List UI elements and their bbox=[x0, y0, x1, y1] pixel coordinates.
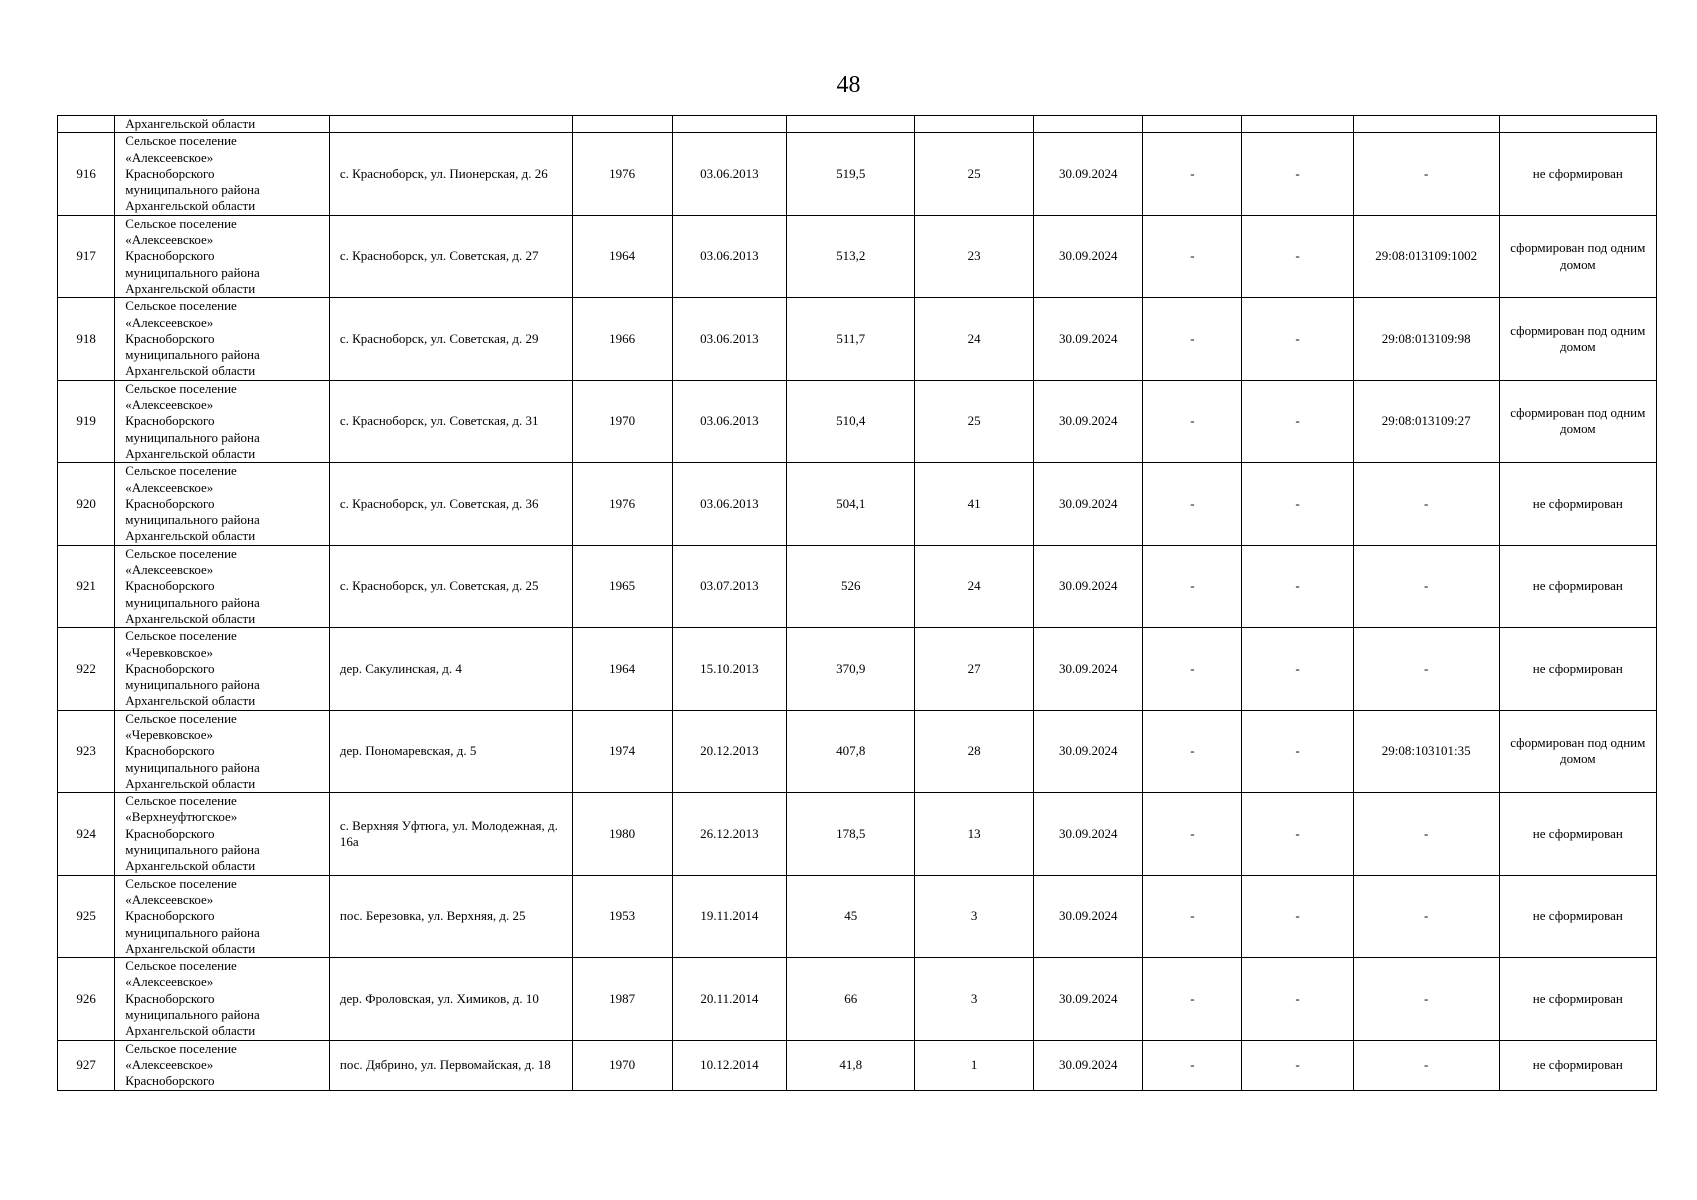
cell-cadastral: - bbox=[1353, 628, 1499, 710]
municipality-line: муниципального района bbox=[125, 1007, 260, 1023]
cell-residents bbox=[915, 116, 1034, 133]
cell-address: дер. Сакулинская, д. 4 bbox=[329, 628, 572, 710]
cell-municipality bbox=[115, 875, 330, 957]
cell-num: 921 bbox=[58, 545, 115, 627]
cell-date: 03.06.2013 bbox=[672, 463, 787, 545]
cell-c2: - bbox=[1242, 463, 1353, 545]
cell-municipality bbox=[115, 380, 330, 462]
municipality-line: «Черевковское» bbox=[125, 644, 213, 660]
cell-residents: 28 bbox=[915, 710, 1034, 792]
cell-area: 41,8 bbox=[787, 1040, 915, 1090]
table-row bbox=[58, 380, 1657, 462]
municipality-line: «Алексеевское» bbox=[125, 974, 214, 990]
cell-residents: 24 bbox=[915, 545, 1034, 627]
municipality-line: Сельское поселение bbox=[125, 628, 237, 644]
cell-status: сформирован под одним домом bbox=[1499, 380, 1656, 462]
cell-status: не сформирован bbox=[1499, 133, 1656, 215]
cell-status: сформирован под одним домом bbox=[1499, 298, 1656, 380]
cell-address bbox=[329, 116, 572, 133]
cell-status: не сформирован bbox=[1499, 628, 1656, 710]
cell-municipality bbox=[115, 958, 330, 1040]
cell-status bbox=[1499, 116, 1656, 133]
municipality-line: муниципального района bbox=[125, 759, 260, 775]
municipality-line: муниципального района bbox=[125, 264, 260, 280]
cell-deadline: 30.09.2024 bbox=[1034, 628, 1143, 710]
municipality-line: муниципального района bbox=[125, 924, 260, 940]
cell-address: пос. Березовка, ул. Верхняя, д. 25 bbox=[329, 875, 572, 957]
cell-c2: - bbox=[1242, 710, 1353, 792]
cell-residents: 1 bbox=[915, 1040, 1034, 1090]
municipality-line: Красноборского bbox=[125, 248, 215, 264]
municipality-line: «Алексеевское» bbox=[125, 479, 214, 495]
cell-area: 510,4 bbox=[787, 380, 915, 462]
cell-residents: 25 bbox=[915, 133, 1034, 215]
cell-residents: 24 bbox=[915, 298, 1034, 380]
cell-municipality: Архангельской области bbox=[115, 116, 330, 133]
cell-c2: - bbox=[1242, 875, 1353, 957]
cell-num: 917 bbox=[58, 215, 115, 297]
cell-c1 bbox=[1143, 116, 1242, 133]
cell-c1: - bbox=[1143, 463, 1242, 545]
cell-municipality bbox=[115, 545, 330, 627]
cell-municipality bbox=[115, 1040, 330, 1090]
cell-num: 927 bbox=[58, 1040, 115, 1090]
municipality-line: Красноборского bbox=[125, 743, 215, 759]
cell-area: 370,9 bbox=[787, 628, 915, 710]
cell-municipality bbox=[115, 628, 330, 710]
cell-year: 1970 bbox=[572, 1040, 672, 1090]
cell-status: не сформирован bbox=[1499, 545, 1656, 627]
cell-address: с. Красноборск, ул. Советская, д. 29 bbox=[329, 298, 572, 380]
municipality-line: Сельское поселение bbox=[125, 1040, 237, 1056]
municipality-line: «Алексеевское» bbox=[125, 1056, 214, 1072]
municipality-line: Сельское поселение bbox=[125, 545, 237, 561]
cell-c2: - bbox=[1242, 1040, 1353, 1090]
table-row bbox=[58, 710, 1657, 792]
municipality-line: муниципального района bbox=[125, 347, 260, 363]
cell-c1: - bbox=[1143, 628, 1242, 710]
page-number: 48 bbox=[836, 72, 861, 98]
cell-status: не сформирован bbox=[1499, 958, 1656, 1040]
cell-num: 926 bbox=[58, 958, 115, 1040]
municipality-line: муниципального района bbox=[125, 842, 260, 858]
cell-deadline: 30.09.2024 bbox=[1034, 1040, 1143, 1090]
municipality-line: «Алексеевское» bbox=[125, 232, 214, 248]
municipality-line: Сельское поселение bbox=[125, 463, 237, 479]
table-body bbox=[58, 116, 1657, 1091]
municipality-line: Архангельской области bbox=[125, 280, 256, 296]
cell-area: 513,2 bbox=[787, 215, 915, 297]
cell-date: 03.06.2013 bbox=[672, 133, 787, 215]
cell-cadastral: - bbox=[1353, 1040, 1499, 1090]
cell-date: 26.12.2013 bbox=[672, 793, 787, 875]
cell-deadline: 30.09.2024 bbox=[1034, 545, 1143, 627]
cell-cadastral: - bbox=[1353, 463, 1499, 545]
municipality-line: Сельское поселение bbox=[125, 875, 237, 891]
cell-c1: - bbox=[1143, 298, 1242, 380]
cell-deadline: 30.09.2024 bbox=[1034, 793, 1143, 875]
municipality-line: Сельское поселение bbox=[125, 958, 237, 974]
municipality-line: Архангельской области bbox=[125, 363, 256, 379]
cell-c1: - bbox=[1143, 1040, 1242, 1090]
cell-municipality bbox=[115, 133, 330, 215]
municipality-line: Архангельской области bbox=[125, 198, 256, 214]
cell-deadline: 30.09.2024 bbox=[1034, 298, 1143, 380]
municipality-line: муниципального района bbox=[125, 182, 260, 198]
cell-num: 922 bbox=[58, 628, 115, 710]
cell-c2: - bbox=[1242, 215, 1353, 297]
cell-address: с. Красноборск, ул. Советская, д. 27 bbox=[329, 215, 572, 297]
municipality-line: «Алексеевское» bbox=[125, 314, 214, 330]
cell-num bbox=[58, 116, 115, 133]
municipality-line: муниципального района bbox=[125, 429, 260, 445]
cell-deadline: 30.09.2024 bbox=[1034, 463, 1143, 545]
cell-num: 925 bbox=[58, 875, 115, 957]
cell-c1: - bbox=[1143, 133, 1242, 215]
cell-year bbox=[572, 116, 672, 133]
cell-cadastral: - bbox=[1353, 545, 1499, 627]
cell-c2: - bbox=[1242, 133, 1353, 215]
cell-date: 03.06.2013 bbox=[672, 380, 787, 462]
cell-cadastral: - bbox=[1353, 958, 1499, 1040]
cell-year: 1964 bbox=[572, 628, 672, 710]
table-row bbox=[58, 875, 1657, 957]
cell-area: 511,7 bbox=[787, 298, 915, 380]
cell-deadline bbox=[1034, 116, 1143, 133]
cell-year: 1974 bbox=[572, 710, 672, 792]
cell-num: 924 bbox=[58, 793, 115, 875]
cell-status: не сформирован bbox=[1499, 1040, 1656, 1090]
cell-status: сформирован под одним домом bbox=[1499, 710, 1656, 792]
cell-cadastral: - bbox=[1353, 133, 1499, 215]
table-row bbox=[58, 298, 1657, 380]
cell-year: 1965 bbox=[572, 545, 672, 627]
municipality-line: Красноборского bbox=[125, 165, 215, 181]
cell-date bbox=[672, 116, 787, 133]
municipality-line: «Алексеевское» bbox=[125, 891, 214, 907]
cell-residents: 13 bbox=[915, 793, 1034, 875]
cell-status: не сформирован bbox=[1499, 793, 1656, 875]
municipality-line: Красноборского bbox=[125, 413, 215, 429]
cell-date: 19.11.2014 bbox=[672, 875, 787, 957]
cell-c2: - bbox=[1242, 793, 1353, 875]
municipality-line: «Алексеевское» bbox=[125, 397, 214, 413]
cell-deadline: 30.09.2024 bbox=[1034, 380, 1143, 462]
municipality-line: «Алексеевское» bbox=[125, 149, 214, 165]
municipality-line: Красноборского bbox=[125, 578, 215, 594]
municipality-line: «Алексеевское» bbox=[125, 562, 214, 578]
table-row bbox=[58, 545, 1657, 627]
cell-cadastral: 29:08:013109:1002 bbox=[1353, 215, 1499, 297]
cell-address: с. Красноборск, ул. Советская, д. 25 bbox=[329, 545, 572, 627]
table-row bbox=[58, 133, 1657, 215]
municipality-line: муниципального района bbox=[125, 594, 260, 610]
continuation-row bbox=[58, 116, 1657, 133]
cell-date: 20.12.2013 bbox=[672, 710, 787, 792]
cell-num: 916 bbox=[58, 133, 115, 215]
cell-c2 bbox=[1242, 116, 1353, 133]
cell-date: 10.12.2014 bbox=[672, 1040, 787, 1090]
municipality-line: «Верхнеуфтюгское» bbox=[125, 809, 238, 825]
cell-cadastral: - bbox=[1353, 793, 1499, 875]
table-row bbox=[58, 958, 1657, 1040]
cell-cadastral bbox=[1353, 116, 1499, 133]
cell-c2: - bbox=[1242, 380, 1353, 462]
cell-residents: 23 bbox=[915, 215, 1034, 297]
cell-year: 1966 bbox=[572, 298, 672, 380]
cell-municipality bbox=[115, 710, 330, 792]
cell-cadastral: 29:08:013109:27 bbox=[1353, 380, 1499, 462]
cell-area: 45 bbox=[787, 875, 915, 957]
cell-num: 920 bbox=[58, 463, 115, 545]
cell-year: 1953 bbox=[572, 875, 672, 957]
cell-status: не сформирован bbox=[1499, 463, 1656, 545]
cell-deadline: 30.09.2024 bbox=[1034, 215, 1143, 297]
municipality-line: Красноборского bbox=[125, 495, 215, 511]
cell-cadastral: 29:08:013109:98 bbox=[1353, 298, 1499, 380]
municipality-line: Архангельской области bbox=[125, 693, 256, 709]
cell-deadline: 30.09.2024 bbox=[1034, 133, 1143, 215]
cell-address: с. Красноборск, ул. Пионерская, д. 26 bbox=[329, 133, 572, 215]
cell-residents: 3 bbox=[915, 875, 1034, 957]
cell-status: не сформирован bbox=[1499, 875, 1656, 957]
table-row bbox=[58, 1040, 1657, 1090]
cell-address: пос. Дябрино, ул. Первомайская, д. 18 bbox=[329, 1040, 572, 1090]
municipality-line: Архангельской области bbox=[125, 858, 256, 874]
municipality-line: Красноборского bbox=[125, 990, 215, 1006]
cell-residents: 3 bbox=[915, 958, 1034, 1040]
cell-residents: 27 bbox=[915, 628, 1034, 710]
cell-deadline: 30.09.2024 bbox=[1034, 710, 1143, 792]
municipality-line: Красноборского bbox=[125, 908, 215, 924]
cell-cadastral: - bbox=[1353, 875, 1499, 957]
cell-num: 919 bbox=[58, 380, 115, 462]
municipality-line: Архангельской области bbox=[125, 940, 256, 956]
cell-address: дер. Пономаревская, д. 5 bbox=[329, 710, 572, 792]
municipality-line: Архангельской области bbox=[125, 610, 256, 626]
municipality-line: Красноборского bbox=[125, 660, 215, 676]
cell-municipality bbox=[115, 215, 330, 297]
cell-year: 1964 bbox=[572, 215, 672, 297]
cell-c1: - bbox=[1143, 380, 1242, 462]
cell-address: дер. Фроловская, ул. Химиков, д. 10 bbox=[329, 958, 572, 1040]
cell-c1: - bbox=[1143, 710, 1242, 792]
cell-year: 1976 bbox=[572, 133, 672, 215]
cell-address: с. Верхняя Уфтюга, ул. Молодежная, д. 16а bbox=[329, 793, 572, 875]
cell-deadline: 30.09.2024 bbox=[1034, 958, 1143, 1040]
municipality-line: Сельское поселение bbox=[125, 298, 237, 314]
cell-address: с. Красноборск, ул. Советская, д. 36 bbox=[329, 463, 572, 545]
cell-num: 923 bbox=[58, 710, 115, 792]
cell-area: 407,8 bbox=[787, 710, 915, 792]
cell-c1: - bbox=[1143, 793, 1242, 875]
table-row bbox=[58, 628, 1657, 710]
housing-registry-table bbox=[57, 115, 1657, 1091]
cell-year: 1980 bbox=[572, 793, 672, 875]
cell-c2: - bbox=[1242, 298, 1353, 380]
cell-area: 66 bbox=[787, 958, 915, 1040]
cell-cadastral: 29:08:103101:35 bbox=[1353, 710, 1499, 792]
cell-area: 504,1 bbox=[787, 463, 915, 545]
municipality-line: Архангельской области bbox=[125, 445, 256, 461]
cell-c1: - bbox=[1143, 215, 1242, 297]
cell-residents: 25 bbox=[915, 380, 1034, 462]
cell-c1: - bbox=[1143, 958, 1242, 1040]
cell-date: 20.11.2014 bbox=[672, 958, 787, 1040]
table-row bbox=[58, 463, 1657, 545]
municipality-line: Архангельской области bbox=[125, 775, 256, 791]
table-row bbox=[58, 793, 1657, 875]
municipality-line: Красноборского bbox=[125, 330, 215, 346]
municipality-line: Красноборского bbox=[125, 1073, 215, 1089]
municipality-line: Сельское поселение bbox=[125, 793, 237, 809]
cell-residents: 41 bbox=[915, 463, 1034, 545]
municipality-line: Архангельской области bbox=[125, 1023, 256, 1039]
cell-date: 15.10.2013 bbox=[672, 628, 787, 710]
municipality-line: Сельское поселение bbox=[125, 710, 237, 726]
cell-municipality bbox=[115, 463, 330, 545]
municipality-line: Сельское поселение bbox=[125, 133, 237, 149]
cell-area: 519,5 bbox=[787, 133, 915, 215]
cell-c1: - bbox=[1143, 875, 1242, 957]
cell-address: с. Красноборск, ул. Советская, д. 31 bbox=[329, 380, 572, 462]
municipality-line: «Черевковское» bbox=[125, 726, 213, 742]
cell-c1: - bbox=[1143, 545, 1242, 627]
cell-area: 526 bbox=[787, 545, 915, 627]
cell-municipality bbox=[115, 793, 330, 875]
cell-num: 918 bbox=[58, 298, 115, 380]
cell-c2: - bbox=[1242, 958, 1353, 1040]
cell-year: 1987 bbox=[572, 958, 672, 1040]
cell-area: 178,5 bbox=[787, 793, 915, 875]
cell-municipality bbox=[115, 298, 330, 380]
municipality-line: муниципального района bbox=[125, 512, 260, 528]
table-row bbox=[58, 215, 1657, 297]
cell-year: 1976 bbox=[572, 463, 672, 545]
municipality-line: Архангельской области bbox=[125, 528, 256, 544]
municipality-line: Красноборского bbox=[125, 825, 215, 841]
cell-year: 1970 bbox=[572, 380, 672, 462]
cell-area bbox=[787, 116, 915, 133]
cell-date: 03.06.2013 bbox=[672, 215, 787, 297]
cell-deadline: 30.09.2024 bbox=[1034, 875, 1143, 957]
municipality-line: муниципального района bbox=[125, 677, 260, 693]
municipality-line: Сельское поселение bbox=[125, 215, 237, 231]
cell-date: 03.06.2013 bbox=[672, 298, 787, 380]
cell-c2: - bbox=[1242, 545, 1353, 627]
cell-c2: - bbox=[1242, 628, 1353, 710]
cell-status: сформирован под одним домом bbox=[1499, 215, 1656, 297]
municipality-line: Сельское поселение bbox=[125, 380, 237, 396]
cell-date: 03.07.2013 bbox=[672, 545, 787, 627]
